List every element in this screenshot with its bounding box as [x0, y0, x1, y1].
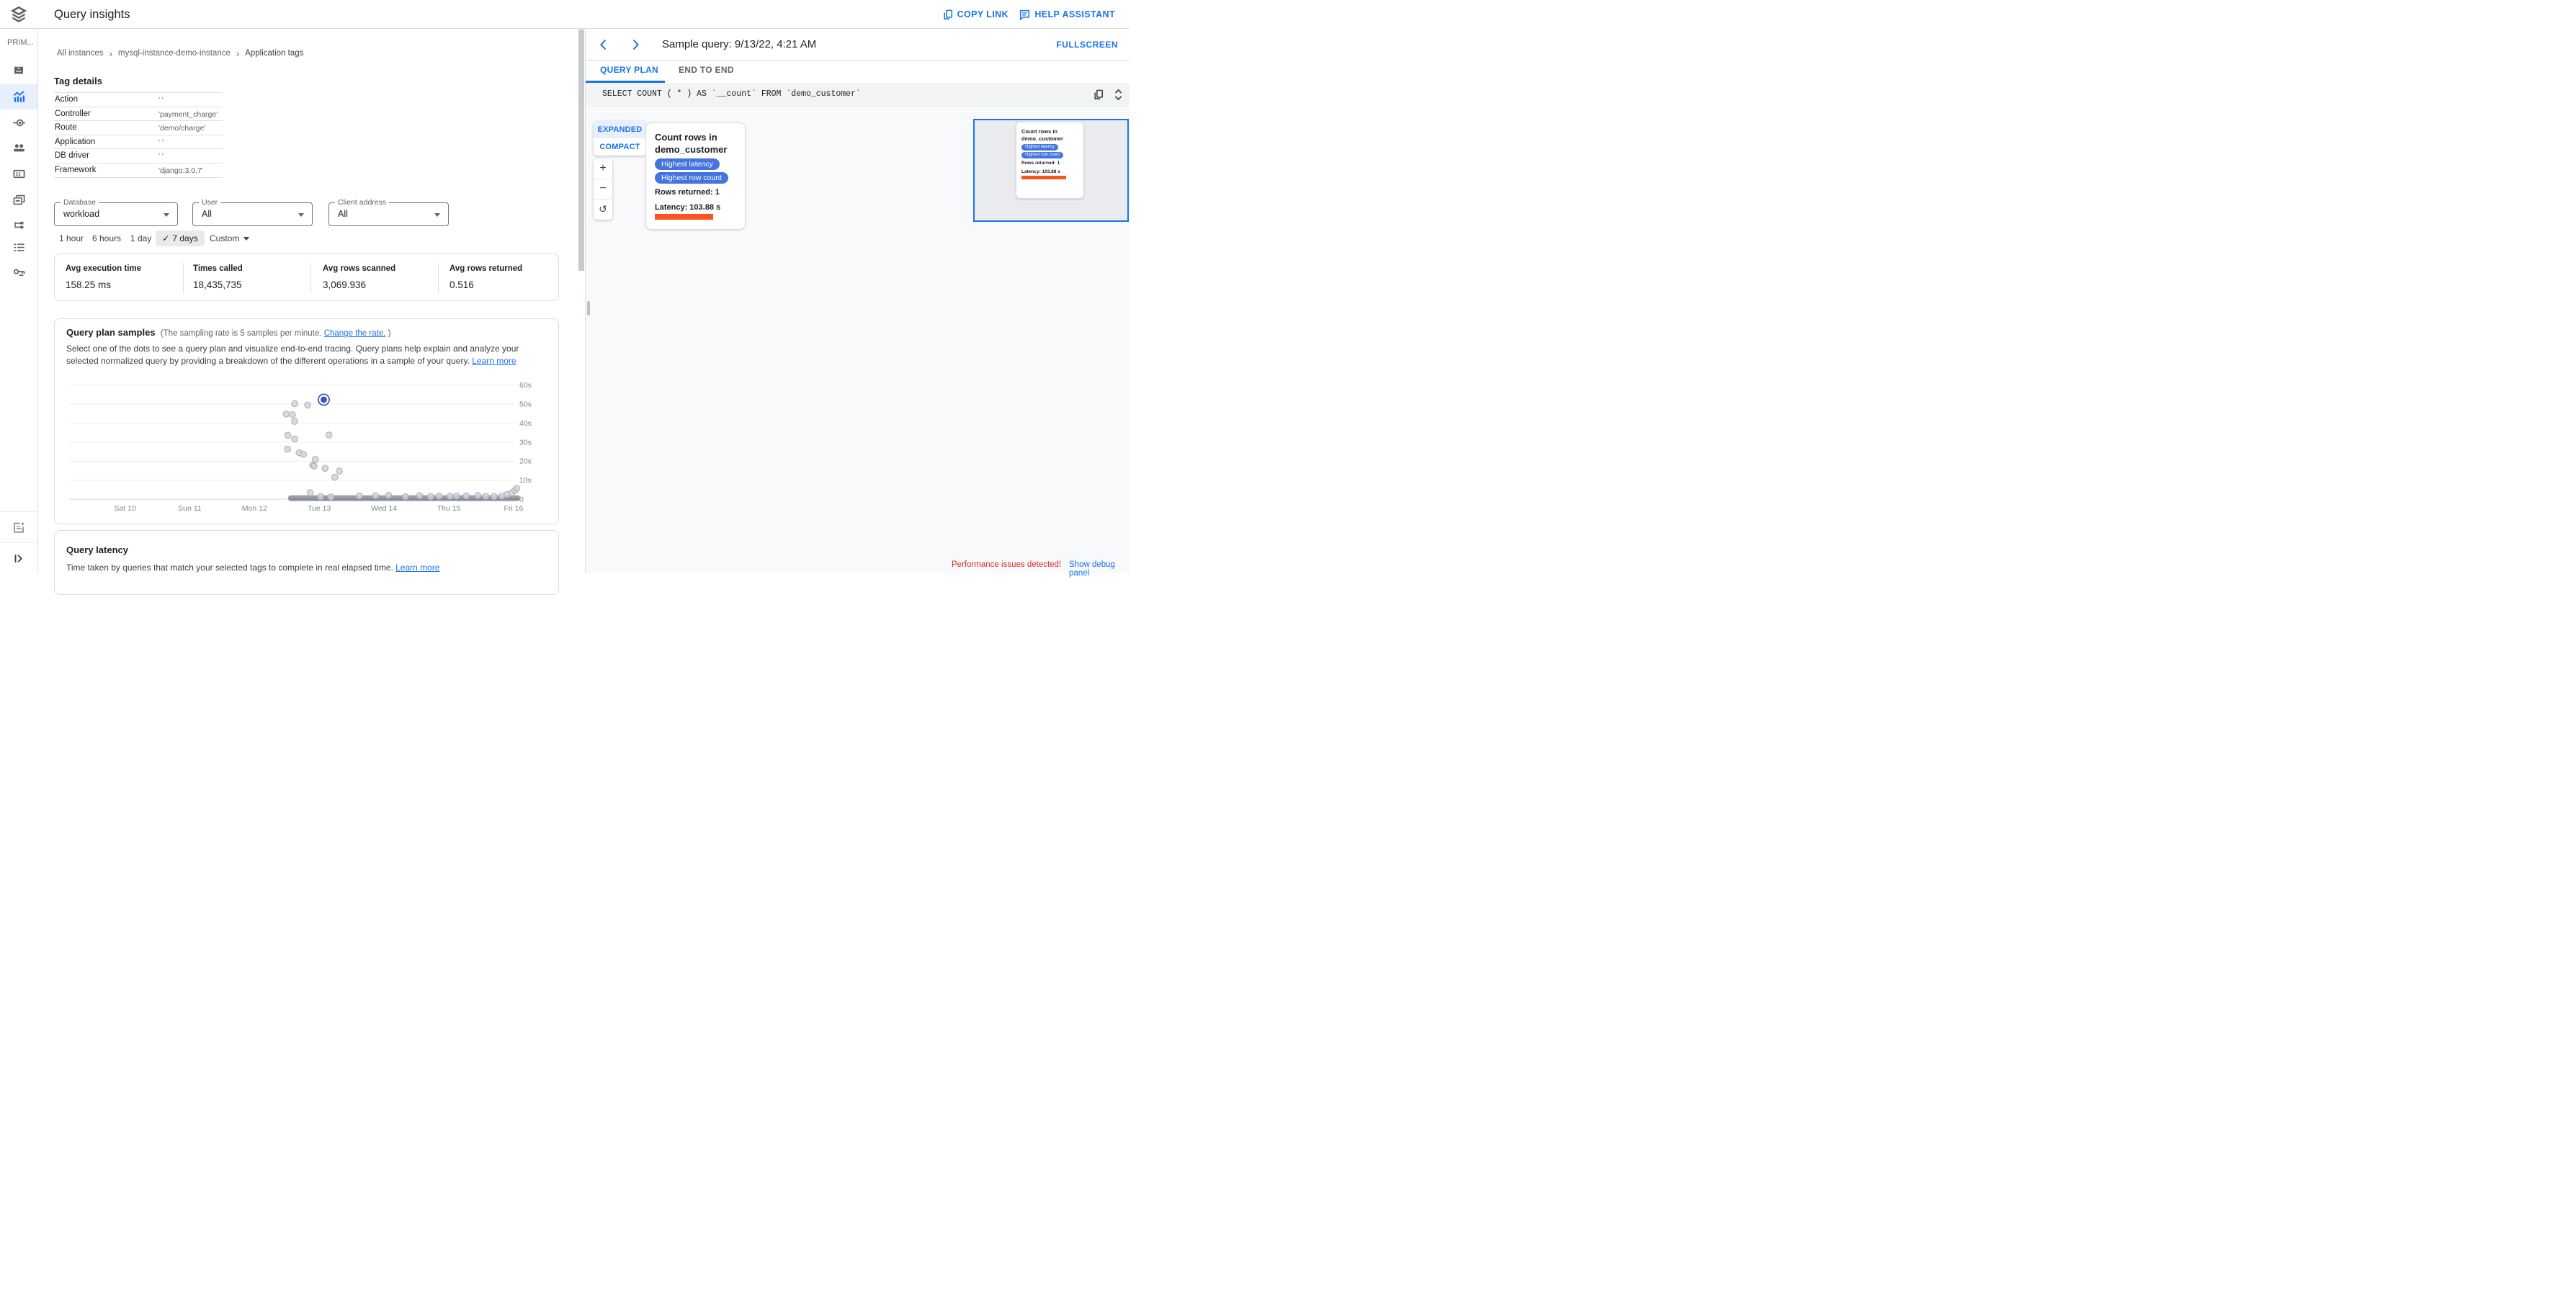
dropdown-caret-icon [243, 237, 249, 241]
time-range-1-day[interactable]: 1 day [130, 233, 152, 243]
chevron-right-icon: › [236, 48, 240, 59]
users-icon [12, 141, 26, 155]
cloud-sql-logo-icon [10, 6, 27, 23]
fullscreen-button[interactable]: FULLSCREEN [1056, 40, 1118, 50]
rows-returned-value: Rows returned: 1 [655, 187, 720, 197]
table-row: Framework 'django:3.0.7' [54, 164, 223, 178]
replicas-icon [12, 218, 26, 231]
highest-latency-badge: Highest latency [655, 158, 720, 170]
query-plan-samples-card [54, 318, 559, 524]
query-latency-card [54, 530, 559, 595]
minimap-node-card: Count rows in demo_customer Highest latency Highest row count Rows returned: 1 Latency: 103.88 s [1016, 122, 1084, 199]
svg-text:Fri 16: Fri 16 [504, 504, 524, 513]
databases-icon [12, 167, 26, 181]
next-sample-button[interactable] [625, 35, 645, 55]
breadcrumb-current: Application tags [245, 49, 304, 58]
svg-text:0: 0 [519, 495, 524, 504]
zoom-out-button[interactable]: − [594, 179, 612, 200]
top-app-bar [0, 0, 1130, 29]
page-title: Query insights [54, 8, 130, 21]
time-range-7-days-selected[interactable]: ✓ 7 days [156, 230, 205, 246]
sidebar-divider [0, 542, 37, 543]
help-assistant-button[interactable]: HELP ASSISTANT [1019, 0, 1115, 29]
tab-end-to-end[interactable]: END TO END [679, 65, 734, 75]
svg-text:Wed 14: Wed 14 [371, 504, 398, 513]
svg-text:20s: 20s [519, 457, 532, 466]
table-row: Action ' ' [54, 93, 223, 107]
chevron-right-icon [630, 38, 641, 51]
sql-query-bar [586, 83, 1130, 107]
svg-text:Thu 15: Thu 15 [437, 504, 461, 513]
dropdown-caret-icon [164, 213, 169, 217]
highest-row-count-badge: Highest row count [1021, 152, 1063, 158]
plan-node-card[interactable] [645, 122, 746, 230]
query-latency-description: Time taken by queries that match your selected tags to complete in real elapsed time. Learn more [66, 563, 440, 573]
table-row: Application ' ' [54, 135, 223, 150]
svg-text:50s: 50s [519, 400, 532, 409]
dropdown-caret-icon [434, 213, 440, 217]
key-icon [12, 265, 26, 279]
query-latency-title: Query latency [66, 545, 128, 555]
database-filter-select[interactable]: Database workload [54, 202, 178, 226]
query-plan-samples-chart[interactable] [68, 371, 558, 514]
sidebar-item-release-notes[interactable] [0, 515, 37, 539]
query-plan-samples-description: Select one of the dots to see a query plan and visualize end-to-end tracing. Query plans help explain and analyze your selected normalized query by providing a breakdown of the different operations in a sample of your query. Learn more [66, 344, 519, 366]
expanded-toggle-button[interactable]: EXPANDED [594, 121, 646, 138]
sidebar-item-users[interactable] [0, 135, 37, 160]
svg-text:Sat 10: Sat 10 [114, 504, 136, 513]
sidebar-item-backups[interactable] [0, 187, 37, 212]
breadcrumb-all-instances[interactable]: All instances [57, 49, 104, 58]
sidebar-item-operations[interactable] [0, 235, 37, 259]
time-range-1-hour[interactable]: 1 hour [59, 233, 84, 243]
sample-query-panel [585, 29, 1130, 578]
plan-view-toggle [594, 121, 646, 156]
copy-icon [943, 9, 953, 20]
table-row: Controller 'payment_charge' [54, 107, 223, 122]
svg-text:30s: 30s [519, 438, 532, 447]
collapse-panel-icon [13, 552, 25, 565]
change-rate-link[interactable]: Change the rate. [323, 329, 386, 338]
performance-warning-text: Performance issues detected! [952, 560, 1062, 569]
zoom-in-button[interactable]: + [594, 159, 612, 179]
sample-query-header [586, 29, 1130, 61]
sidebar-item-access[interactable] [0, 259, 37, 284]
sidebar-divider [0, 511, 37, 512]
time-range-custom[interactable]: Custom [210, 230, 249, 246]
chevron-right-icon: › [109, 48, 112, 59]
table-row: DB driver ' ' [54, 149, 223, 164]
query-insights-icon [12, 90, 26, 104]
compact-toggle-button[interactable]: COMPACT [599, 142, 640, 151]
tag-details-table [54, 92, 223, 178]
plan-node-title: Count rows in demo_customer [655, 131, 728, 155]
tab-query-plan[interactable]: QUERY PLAN [600, 65, 659, 75]
learn-more-link[interactable]: Learn more [395, 563, 440, 573]
previous-sample-button[interactable] [594, 35, 614, 55]
collapse-sidebar-button[interactable] [0, 546, 37, 570]
query-plan-samples-heading: Query plan samples (The sampling rate is 5 samples per minute. Change the rate. ) [66, 327, 391, 338]
stat-divider [310, 263, 311, 293]
highest-row-count-badge: Highest row count [655, 172, 728, 184]
svg-text:40s: 40s [519, 418, 532, 428]
left-nav-sidebar [0, 29, 38, 573]
zoom-controls [594, 159, 612, 220]
sidebar-item-connections[interactable] [0, 110, 37, 135]
release-notes-icon [12, 521, 26, 534]
sample-query-title: Sample query: 9/13/22, 4:21 AM [662, 38, 817, 50]
latency-bar [1021, 176, 1066, 179]
highest-latency-badge: Highest latency [1021, 144, 1058, 151]
stat-divider [438, 263, 439, 293]
chevron-left-icon [598, 38, 609, 51]
backups-icon [12, 193, 26, 207]
copy-link-button[interactable]: COPY LINK [943, 0, 1009, 29]
show-debug-panel-link[interactable]: Show debug panel [1069, 560, 1115, 578]
time-range-6-hours[interactable]: 6 hours [92, 233, 122, 243]
svg-text:60s: 60s [519, 381, 532, 390]
tag-details-title: Tag details [54, 76, 102, 86]
help-assistant-icon [1019, 9, 1030, 20]
query-insights-page [0, 0, 1130, 578]
svg-text:Mon 12: Mon 12 [241, 504, 267, 513]
stat-divider [183, 263, 184, 293]
latency-value: Latency: 103.88 s [655, 202, 721, 212]
check-icon: ✓ [162, 233, 170, 243]
table-row: Route 'demo/charge' [54, 121, 223, 135]
query-stats-card: Avg execution time 158.25 ms Times called 18,435,735 Avg rows scanned 3,069.936 Avg rows returned 0.516 [54, 254, 559, 301]
plan-minimap[interactable] [973, 119, 1129, 222]
sidebar-item-replicas[interactable] [0, 212, 37, 236]
project-label: PRIM... [7, 38, 34, 47]
copy-icon[interactable] [1094, 89, 1104, 100]
svg-text:10s: 10s [519, 476, 532, 485]
learn-more-link[interactable]: Learn more [472, 356, 516, 366]
connections-icon [12, 116, 26, 130]
zoom-reset-button[interactable]: ↺ [599, 203, 607, 215]
sidebar-item-overview[interactable] [0, 58, 37, 83]
dropdown-caret-icon [298, 213, 304, 217]
right-panel-scrollbar[interactable] [587, 301, 590, 315]
client-address-filter-select[interactable]: Client address All [328, 202, 449, 226]
latency-bar [655, 214, 713, 220]
svg-text:Tue 13: Tue 13 [308, 504, 331, 513]
left-panel-scrollbar[interactable] [578, 30, 584, 271]
svg-text:Sun 11: Sun 11 [178, 504, 202, 513]
sql-query-text: SELECT COUNT ( * ) AS `__count` FROM `demo_customer` [602, 89, 861, 99]
sidebar-item-databases[interactable] [0, 161, 37, 186]
operations-icon [12, 241, 26, 254]
unfold-more-icon[interactable] [1114, 89, 1123, 101]
overview-icon [12, 64, 25, 77]
user-filter-select[interactable]: User All [192, 202, 313, 226]
sidebar-item-query-insights[interactable] [0, 84, 37, 109]
query-plan-canvas [586, 107, 1130, 578]
breadcrumb [57, 48, 303, 59]
breadcrumb-instance[interactable]: mysql-instance-demo-instance [117, 49, 231, 58]
